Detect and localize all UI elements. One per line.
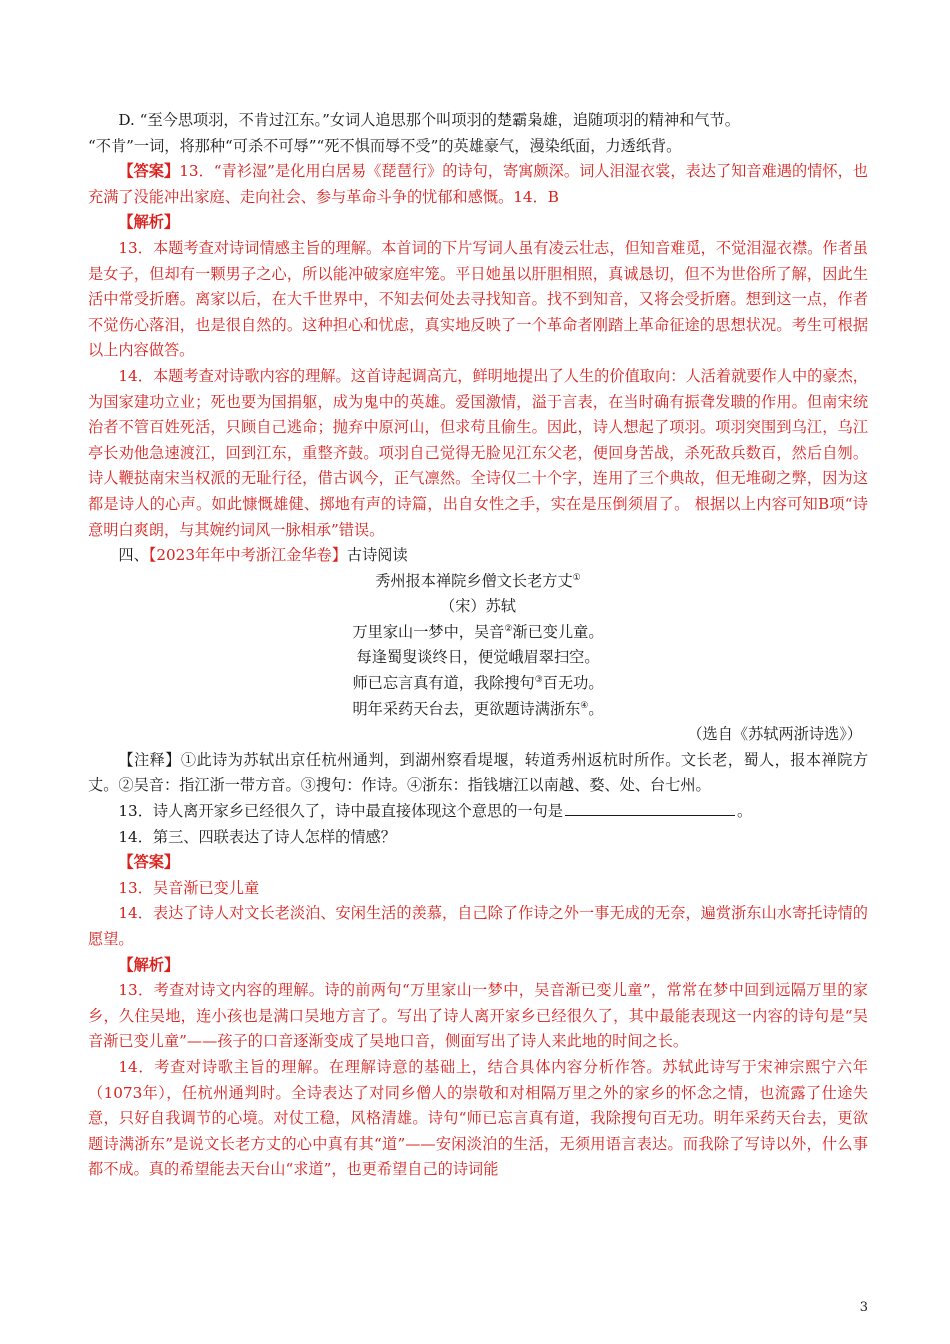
analysis2-13: 13．考查对诗文内容的理解。诗的前两句“万里家山一梦中，吴音渐已变儿童”，常常在梦中回到远隔万里的家乡，久住吴地，连小孩也是满口吴地方言了。写出了诗人离开家乡已经很久了，其中最能表现这一内容的诗句是“吴音渐已变儿童”——孩子的口音逐渐变成了吴地口音，侧面写出了诗人来此地的时间之长。 [88, 981, 868, 1051]
poem-line: 明年采药天台去，更欲题诗满浙东④。 [352, 699, 604, 718]
answer-text: 13．“青衫湿”是化用白居易《琵琶行》的诗句，寄寓颇深。词人泪湿衣裳，表达了知音难遇的情怀，也充满了没能冲出家庭、走向社会、参与革命斗争的忧郁和感慨。14．B [88, 162, 868, 206]
answer-blank [565, 799, 735, 816]
option-d-line: D. “至今思项羽，不肯过江东。”女词人追思那个叫项羽的楚霸枭雄，追随项羽的精神和气节。 [118, 111, 740, 129]
section-prefix: 四、 [118, 546, 149, 565]
option-d-continuation: “不肯”一词，将那种“可杀不可辱”“死不惧而辱不受”的英雄豪气，漫染纸面，力透纸背。 [88, 136, 682, 155]
analysis-13: 13．本题考查对诗词情感主旨的理解。本首词的下片写词人虽有凌云壮志，但知音难觅，不觉泪湿衣襟。作者虽是女子，但却有一颗男子之心，所以能冲破家庭牢笼。平日她虽以肝胆相照，真诚恳切，但不为世俗所了解，因此生活中常受折磨。离家以后，在大千世界中，不知去何处去寻找知音。找不到知音，又将会受折磨。想到这一点，作者不觉伤心落泪，也是很自然的。这种担心和忧虑，真实地反映了一个革命者刚踏上革命征途的思想状况。考生可根据以上内容做答。 [88, 238, 868, 360]
section-title: 古诗阅读 [346, 546, 408, 565]
page-content [88, 108, 868, 1183]
analysis-label: 【解析】 [118, 213, 180, 232]
footnote-marker: ③ [534, 675, 543, 685]
annotation-note: 【注释】①此诗为苏轼出京任杭州通判，到湖州察看堤堰，转道秀州返杭时所作。文长老，蜀人，报本禅院方丈。②吴音：指江浙一带方音。③搜句：作诗。④浙东：指钱塘江以南越、婺、处、台七州。 [88, 750, 868, 795]
poem-line: 万里家山一梦中，吴音②渐已变儿童。 [352, 622, 604, 641]
analysis-14: 14．本题考查对诗歌内容的理解。这首诗起调高亢，鲜明地提出了人生的价值取向：人活着就要作人中的豪杰，为国家建功立业；死也要为国捐躯，成为鬼中的英雄。爱国激情，溢于言表，在当时确有振聋发聩的作用。但南宋统治者不管百姓死活，只顾自己逃命；抛弃中原河山，但求苟且偷生。因此，诗人想起了项羽。项羽突围到乌江，乌江亭长劝他急速渡江，回到江东，重整齐鼓。项羽自己觉得无脸见江东父老，便回身苦战，杀死敌兵数百，然后自刎。诗人鞭挞南宋当权派的无耻行径，借古讽今，正气凛然。全诗仅二十个字，连用了三个典故，但无堆砌之弊，因为这都是诗人的心声。如此慷慨雄健、掷地有声的诗篇，出自女性之手，实在是压倒须眉了。 根据以上内容可知B项“诗意明白爽朗，与其婉约词风一脉相承”错误。 [88, 366, 868, 539]
answer-paragraph [88, 159, 868, 210]
section-tag: 【2023年年中考浙江金华卷】 [148, 546, 347, 565]
page-number: 3 [859, 1300, 868, 1315]
question-13: 13．诗人离开家乡已经很久了，诗中最直接体现这个意思的一句是 。 [88, 799, 868, 825]
footnote-marker: ④ [580, 700, 589, 711]
analysis2-label: 【解析】 [118, 955, 180, 974]
answer2-13: 13．吴音渐已变儿童 [118, 878, 260, 897]
answer2-label: 【答案】 [118, 853, 180, 872]
answer-label: 【答案】 [118, 162, 180, 181]
poem-line: 师已忘言真有道，我除搜句③百无功。 [352, 674, 604, 693]
analysis2-14: 14．考查对诗歌主旨的理解。在理解诗意的基础上，结合具体内容分析作答。苏轼此诗写于宋神宗熙宁六年（1073年），任杭州通判时。全诗表达了对同乡僧人的崇敬和对相隔万里之外的家乡的怀念之情，也流露了仕途失意，只好自我调节的心境。对仗工稳，风格清雄。诗句“师已忘言真有道，我除搜句百无功。明年采药天台去，更欲题诗满浙东”是说文长老方丈的心中真有其“道”——安闲淡泊的生活，无须用语言表达。而我除了写诗以外，什么事都不成。真的希望能去天台山“求道”，也更希望自己的诗词能 [88, 1057, 868, 1179]
question-14: 14．第三、四联表达了诗人怎样的情感？ [118, 827, 396, 846]
footnote-marker: ② [504, 623, 513, 634]
poem-source: （选自《苏轼两浙诗选》） [687, 725, 862, 744]
poem-line: 每逢蜀叟谈终日，便觉峨眉翠扫空。 [356, 648, 600, 667]
footnote-marker: ① [572, 572, 581, 583]
poem-title: 秀州报本禅院乡僧文长老方丈① [375, 571, 581, 590]
answer2-14: 14．表达了诗人对文长老淡泊、安闲生活的羡慕，自己除了作诗之外一事无成的无奈，遍赏浙东山水寄托诗情的愿望。 [88, 904, 868, 948]
section-heading [88, 543, 868, 569]
poem-author: （宋）苏轼 [440, 597, 516, 616]
